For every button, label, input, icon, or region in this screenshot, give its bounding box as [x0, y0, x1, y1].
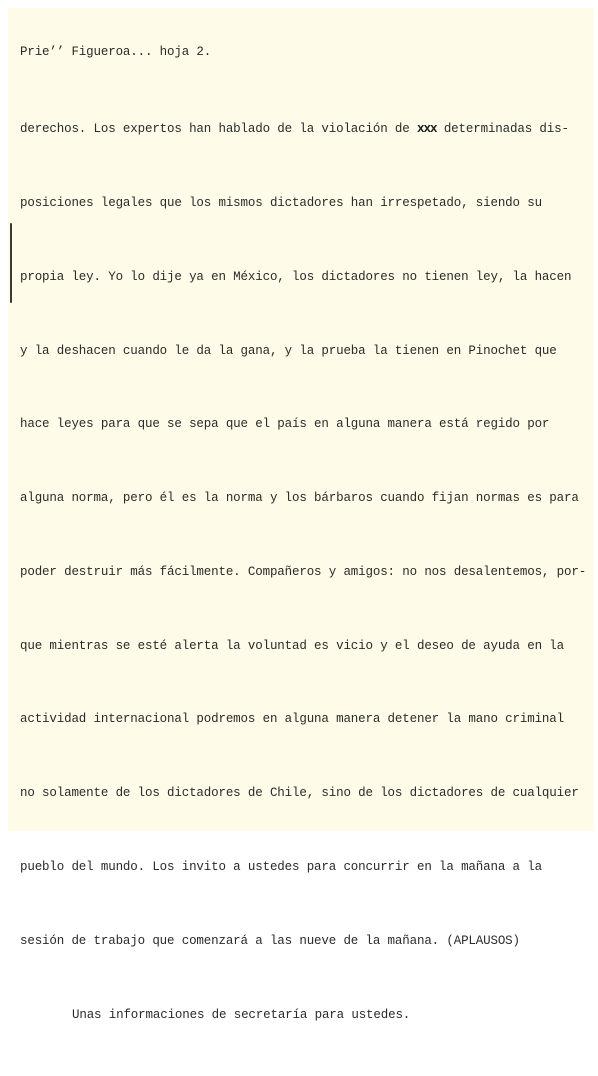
- text-line: derechos. Los expertos han hablado de la violación de xxx determinadas dis-: [20, 122, 569, 137]
- text-line: actividad internacional podremos en alguna manera detener la mano criminal: [20, 712, 564, 727]
- text-line: poder destruir más fácilmente. Compañeros y amigos: no nos desalentemos, por-: [20, 564, 587, 579]
- text-line: propia ley. Yo lo dije ya en México, los dictadores no tienen ley, la hacen: [20, 269, 572, 284]
- text-line: Unas informaciones de secretaría para ustedes.: [72, 1007, 411, 1022]
- text-line: pueblo del mundo. Los invito a ustedes para concurrir en la mañana a la: [20, 860, 542, 874]
- margin-mark: [10, 223, 12, 303]
- struck-word: xxx: [416, 122, 437, 137]
- text-line: no solamente de los dictadores de Chile, sino de los dictadores de cualquier: [20, 786, 579, 801]
- text-line: hace leyes para que se sepa que el país en alguna manera está regido por: [20, 417, 550, 432]
- document-page: [8, 8, 594, 1022]
- page-header: Prie’’ Figueroa... hoja 2.: [20, 45, 212, 59]
- text-line: que mientras se esté alerta la voluntad es vicio y el deseo de ayuda en la: [20, 638, 564, 653]
- text-line: sesión de trabajo que comenzará a las nueve de la mañana. (APLAUSOS): [20, 933, 520, 948]
- text-line: y la deshacen cuando le da la gana, y la prueba la tienen en Pinochet que: [20, 343, 557, 358]
- text-line: posiciones legales que los mismos dictadores han irrespetado, siendo su: [20, 195, 542, 210]
- document-body: [20, 68, 586, 1076]
- text-line: alguna norma, pero él es la norma y los bárbaros cuando fijan normas es para: [20, 491, 579, 506]
